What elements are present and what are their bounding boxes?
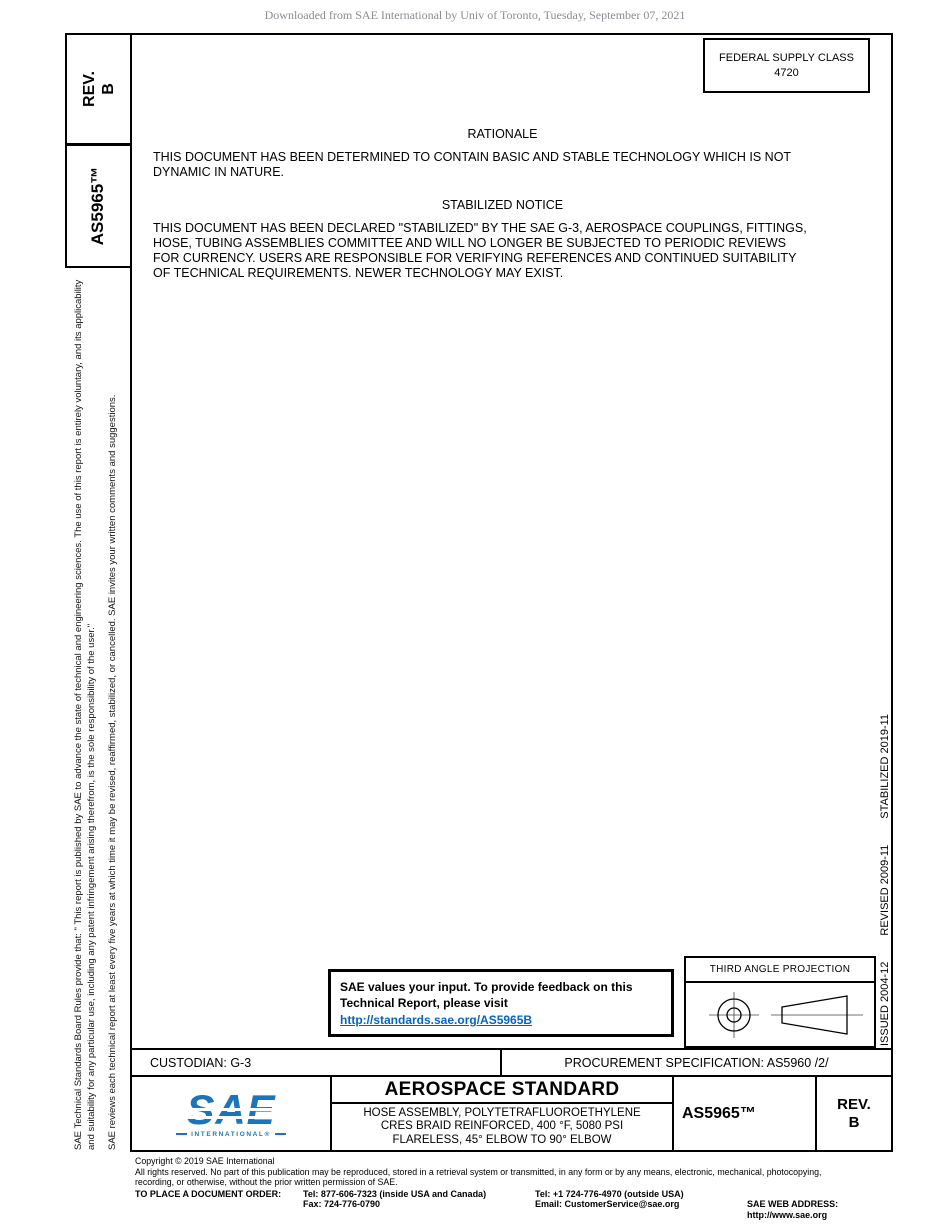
revision-history — [879, 646, 891, 1046]
standard-title-cell — [332, 1077, 674, 1150]
logo-rule — [275, 1133, 286, 1135]
feedback-box — [328, 969, 674, 1037]
standard-title — [332, 1104, 672, 1150]
doc-number-tab — [65, 144, 132, 268]
federal-supply-class-label: FEDERAL SUPPLY CLASS — [719, 52, 854, 64]
email-address: Email: CustomerService@sae.org — [535, 1199, 680, 1209]
tel-inside: Tel: 877-606-7323 (inside USA and Canada) — [303, 1188, 487, 1199]
order-label: TO PLACE A DOCUMENT ORDER: — [135, 1188, 282, 1199]
rationale-heading: RATIONALE — [467, 127, 538, 141]
spacer — [747, 1189, 893, 1200]
doc-number-vertical: AS5965™ — [88, 166, 108, 246]
rev-label: REV. — [80, 71, 98, 107]
revised-date: REVISED 2009-11 — [879, 844, 891, 936]
federal-supply-class-box — [703, 38, 870, 93]
rev-value: B — [99, 83, 117, 95]
federal-supply-class-value: 4720 — [774, 67, 799, 79]
rights-line-2: recording, or otherwise, without the prior written permission of SAE. — [135, 1177, 398, 1187]
web-address: SAE WEB ADDRESS: http://www.sae.org — [747, 1199, 839, 1220]
rev-label-bottom: REV. — [837, 1095, 871, 1113]
third-angle-projection-box — [684, 956, 876, 1048]
logo-stripe — [182, 1116, 280, 1119]
order-contact-col — [535, 1189, 747, 1221]
stabilized-date: STABILIZED 2019-11 — [879, 713, 891, 819]
copyright-line: Copyright © 2019 SAE International — [135, 1156, 275, 1166]
standard-title-line-1: HOSE ASSEMBLY, POLYTETRAFLUOROETHYLENE — [363, 1106, 641, 1119]
third-angle-projection-symbol — [686, 983, 874, 1046]
doc-number-cell — [674, 1077, 817, 1150]
sae-logo-subtext: INTERNATIONAL® — [191, 1130, 271, 1138]
legal-text-2: SAE reviews each technical report at least every five years at which time it may be revised, reaffirmed, stabilized, or cancelled. SAE invites your written comments and suggestions. — [107, 394, 118, 1150]
rev-tab-text — [80, 71, 118, 107]
standard-title-line-2: CRES BRAID REINFORCED, 400 °F, 5080 PSI — [380, 1120, 624, 1133]
title-block — [130, 1075, 893, 1152]
custodian-text: CUSTODIAN: G-3 — [150, 1055, 252, 1070]
rev-value-bottom: B — [848, 1113, 860, 1131]
order-info-row — [135, 1189, 893, 1221]
rationale-body: THIS DOCUMENT HAS BEEN DETERMINED TO CONTAIN BASIC AND STABLE TECHNOLOGY WHICH IS NOT DYNAMIC IN NATURE. — [153, 150, 791, 179]
procurement-text: PROCUREMENT SPECIFICATION: AS5960 /2/ — [564, 1055, 829, 1070]
feedback-link[interactable]: http://standards.sae.org/AS5965B — [340, 1013, 533, 1027]
stabilized-notice-body: THIS DOCUMENT HAS BEEN DECLARED "STABILIZED" BY THE SAE G-3, AEROSPACE COUPLINGS, FITTINGS, HOSE, TUBING ASSEMBLIES COMMITTEE AND WILL NO LONGER BE SUBJECTED TO PERIODIC REVIEWS FOR CURRENCY. USERS ARE RESPONSIBLE FOR VERIFYING REFERENCES AND CONTINUED SUITABILITY OF TECHNICAL REQUIREMENTS. NEWER TECHNOLOGY MAY EXIST. — [153, 221, 807, 280]
doc-number: AS5965™ — [682, 1104, 756, 1122]
rights-line-1: All rights reserved. No part of this publication may be reproduced, stored in a retrieval system or transmitted, in any form or by any means, electronic, mechanical, photocopying, — [135, 1166, 822, 1177]
sae-logo-mark — [176, 1090, 286, 1138]
logo-rule — [176, 1133, 187, 1135]
issued-date: ISSUED 2004-12 — [879, 961, 891, 1046]
standard-type-heading: AEROSPACE STANDARD — [332, 1077, 672, 1104]
custodian-row — [130, 1048, 893, 1077]
logo-stripe — [182, 1108, 280, 1111]
order-web-col — [747, 1189, 893, 1221]
sae-logo-subtext-row — [176, 1131, 286, 1138]
sae-logo — [132, 1077, 332, 1150]
legal-text-1: SAE Technical Standards Board Rules provide that: " This report is published by SAE to advance the state of technical and engineering sciences. The use of this report is entirely voluntary, and its applicability and suitability for any particular use, including any patent infringement arising therefrom, is the sole responsibility of the user." — [73, 279, 97, 1150]
standard-title-line-3: FLARELESS, 45° ELBOW TO 90° ELBOW — [392, 1133, 612, 1146]
feedback-text: SAE values your input. To provide feedback on this Technical Report, please visit — [340, 980, 633, 1010]
tel-outside: Tel: +1 724-776-4970 (outside USA) — [535, 1188, 684, 1199]
third-angle-projection-title: THIRD ANGLE PROJECTION — [686, 958, 874, 983]
stabilized-notice-heading: STABILIZED NOTICE — [441, 198, 564, 212]
rev-cell — [817, 1077, 891, 1150]
order-phone-col — [303, 1189, 535, 1221]
footer — [135, 1156, 893, 1220]
procurement-cell — [502, 1050, 891, 1075]
download-notice: Downloaded from SAE International by Univ of Toronto, Tuesday, September 07, 2021 — [264, 8, 686, 22]
fax-number: Fax: 724-776-0790 — [303, 1199, 381, 1209]
rev-tab — [65, 33, 132, 145]
projection-symbol-icon — [689, 986, 871, 1044]
custodian-cell — [132, 1050, 502, 1075]
order-label-col — [135, 1189, 303, 1221]
